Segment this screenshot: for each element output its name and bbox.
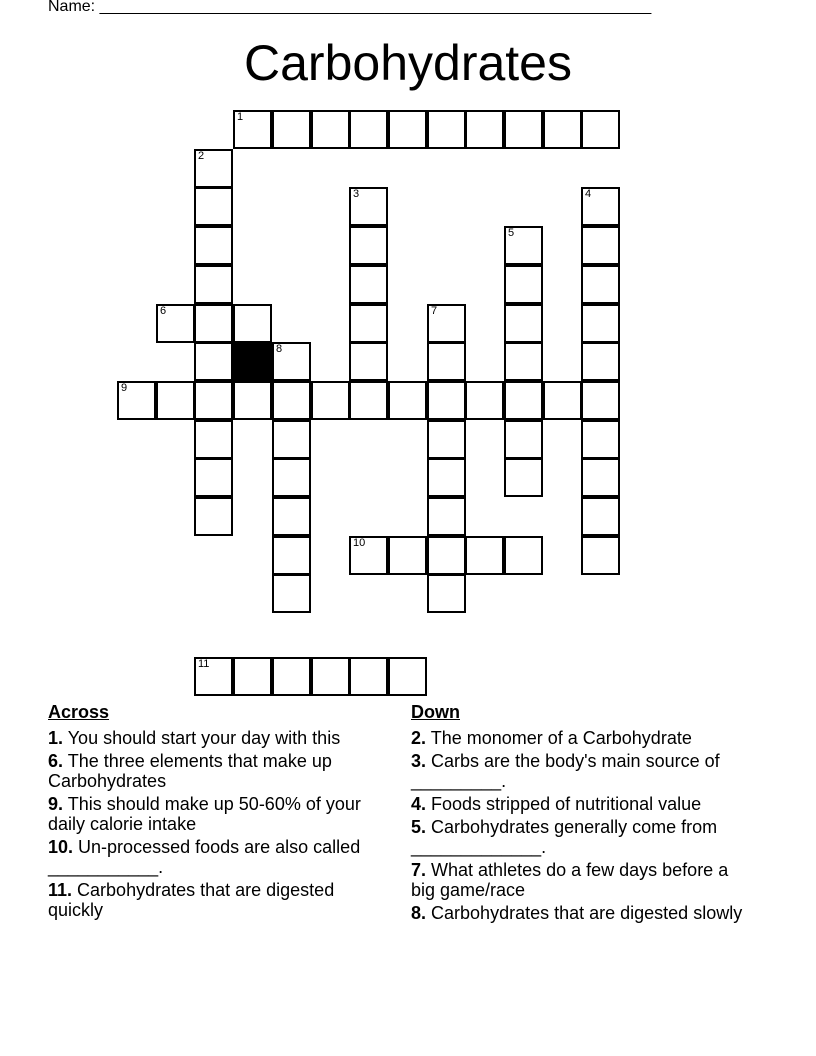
grid-cell[interactable] [388,536,427,575]
clue-text: This should make up 50-60% of your daily calorie intake [48,794,361,834]
grid-cell[interactable] [272,497,311,536]
grid-cell[interactable] [233,381,272,420]
grid-cell[interactable] [427,536,466,575]
grid-cell[interactable] [543,110,582,149]
clue-down-7 [411,860,756,900]
cell-number: 5 [508,227,515,239]
grid-cell[interactable] [349,342,388,381]
clue-down-5 [411,817,756,857]
grid-cell[interactable] [194,265,233,304]
clue-number: 2. [411,728,427,748]
grid-cell[interactable] [194,226,233,265]
grid-cell[interactable] [272,657,311,696]
grid-cell[interactable] [581,381,620,420]
grid-cell[interactable] [427,304,466,343]
grid-cell[interactable] [349,536,388,575]
grid-cell[interactable] [349,381,388,420]
grid-cell[interactable] [194,149,233,188]
grid-cell[interactable] [388,110,427,149]
grid-cell[interactable] [581,110,620,149]
cell-number: 10 [353,537,366,549]
grid-cell[interactable] [349,265,388,304]
clue-text: The three elements that make up Carbohydrates [48,751,332,791]
clue-text: Carbs are the body's main source of _________. [411,751,720,791]
grid-cell[interactable] [194,381,233,420]
clue-down-4 [411,794,756,814]
clue-across-10 [48,837,393,877]
across-heading: Across [48,702,110,722]
grid-cell[interactable] [233,657,272,696]
grid-cell[interactable] [581,187,620,226]
grid-cell[interactable] [504,226,543,265]
grid-cell[interactable] [581,420,620,459]
grid-cell[interactable] [349,657,388,696]
grid-cell[interactable] [465,381,504,420]
grid-cell[interactable] [388,657,427,696]
grid-cell[interactable] [504,458,543,497]
grid-cell[interactable] [504,342,543,381]
grid-cell[interactable] [581,458,620,497]
clue-across-1 [48,728,393,748]
down-clues [411,702,756,926]
grid-cell[interactable] [504,304,543,343]
clue-down-8 [411,903,756,923]
grid-cell[interactable] [581,497,620,536]
clue-across-6 [48,751,393,791]
grid-cell[interactable] [194,304,233,343]
cell-number: 3 [353,188,360,200]
grid-cell[interactable] [272,420,311,459]
grid-cell[interactable] [194,497,233,536]
grid-cell[interactable] [272,342,311,381]
cell-number: 8 [276,343,283,355]
grid-cell[interactable] [194,420,233,459]
grid-cell[interactable] [194,458,233,497]
grid-cell[interactable] [504,265,543,304]
grid-cell[interactable] [194,187,233,226]
grid-cell[interactable] [349,226,388,265]
grid-cell[interactable] [156,381,195,420]
grid-cell[interactable] [427,497,466,536]
grid-cell[interactable] [272,536,311,575]
clue-number: 10. [48,837,74,857]
cell-number: 7 [431,305,438,317]
grid-cell[interactable] [349,110,388,149]
grid-cell[interactable] [388,381,427,420]
grid-cell[interactable] [194,342,233,381]
grid-cell[interactable] [465,110,504,149]
clue-text: Carbohydrates generally come from _____________. [411,817,718,857]
clue-text: You should start your day with this [67,728,341,748]
grid-cell[interactable] [427,420,466,459]
clue-across-11 [48,880,393,920]
clue-number: 5. [411,817,427,837]
name-field-label: Name: ______________________________________________________________ [48,0,652,15]
down-heading: Down [411,702,460,722]
clue-down-2 [411,728,756,748]
grid-cell[interactable] [156,304,195,343]
grid-cell[interactable] [504,536,543,575]
clue-text: Carbohydrates that are digested quickly [48,880,335,920]
grid-cell[interactable] [427,110,466,149]
cell-number: 1 [237,111,244,123]
grid-cell[interactable] [272,574,311,613]
page-title: Carbohydrates [244,35,572,91]
grid-cell[interactable] [427,574,466,613]
grid-cell[interactable] [272,458,311,497]
grid-cell[interactable] [311,381,350,420]
cell-number: 4 [585,188,592,200]
grid-cell[interactable] [117,381,156,420]
clue-number: 4. [411,794,427,814]
clue-down-3 [411,751,756,791]
clue-number: 3. [411,751,427,771]
grid-cell[interactable] [349,187,388,226]
cell-number: 2 [198,150,205,162]
grid-cell[interactable] [233,110,272,149]
grid-cell[interactable] [233,304,272,343]
grid-cell[interactable] [504,110,543,149]
grid-block [233,342,272,381]
grid-cell[interactable] [349,304,388,343]
clue-text: Foods stripped of nutritional value [431,794,702,814]
grid-cell[interactable] [581,536,620,575]
grid-cell[interactable] [581,304,620,343]
grid-cell[interactable] [194,657,233,696]
grid-cell[interactable] [311,657,350,696]
clue-number: 7. [411,860,427,880]
across-clues [48,702,393,923]
clue-number: 1. [48,728,64,748]
grid-cell[interactable] [272,381,311,420]
clue-number: 6. [48,751,64,771]
grid-cell[interactable] [272,110,311,149]
clue-text: Un-processed foods are also called ___________. [48,837,361,877]
clue-text: Carbohydrates that are digested slowly [431,903,743,923]
grid-cell[interactable] [427,381,466,420]
grid-cell[interactable] [543,381,582,420]
clue-text: What athletes do a few days before a big game/race [411,860,729,900]
grid-cell[interactable] [311,110,350,149]
grid-cell[interactable] [427,458,466,497]
clue-across-9 [48,794,393,834]
grid-cell[interactable] [504,420,543,459]
clue-text: The monomer of a Carbohydrate [430,728,692,748]
grid-cell[interactable] [581,226,620,265]
grid-cell[interactable] [427,342,466,381]
grid-cell[interactable] [581,265,620,304]
grid-cell[interactable] [504,381,543,420]
clue-number: 11. [48,880,73,900]
cell-number: 11 [198,658,210,670]
grid-cell[interactable] [581,342,620,381]
clue-number: 9. [48,794,64,814]
cell-number: 6 [160,305,167,317]
cell-number: 9 [121,382,128,394]
grid-cell[interactable] [465,536,504,575]
clue-number: 8. [411,903,427,923]
